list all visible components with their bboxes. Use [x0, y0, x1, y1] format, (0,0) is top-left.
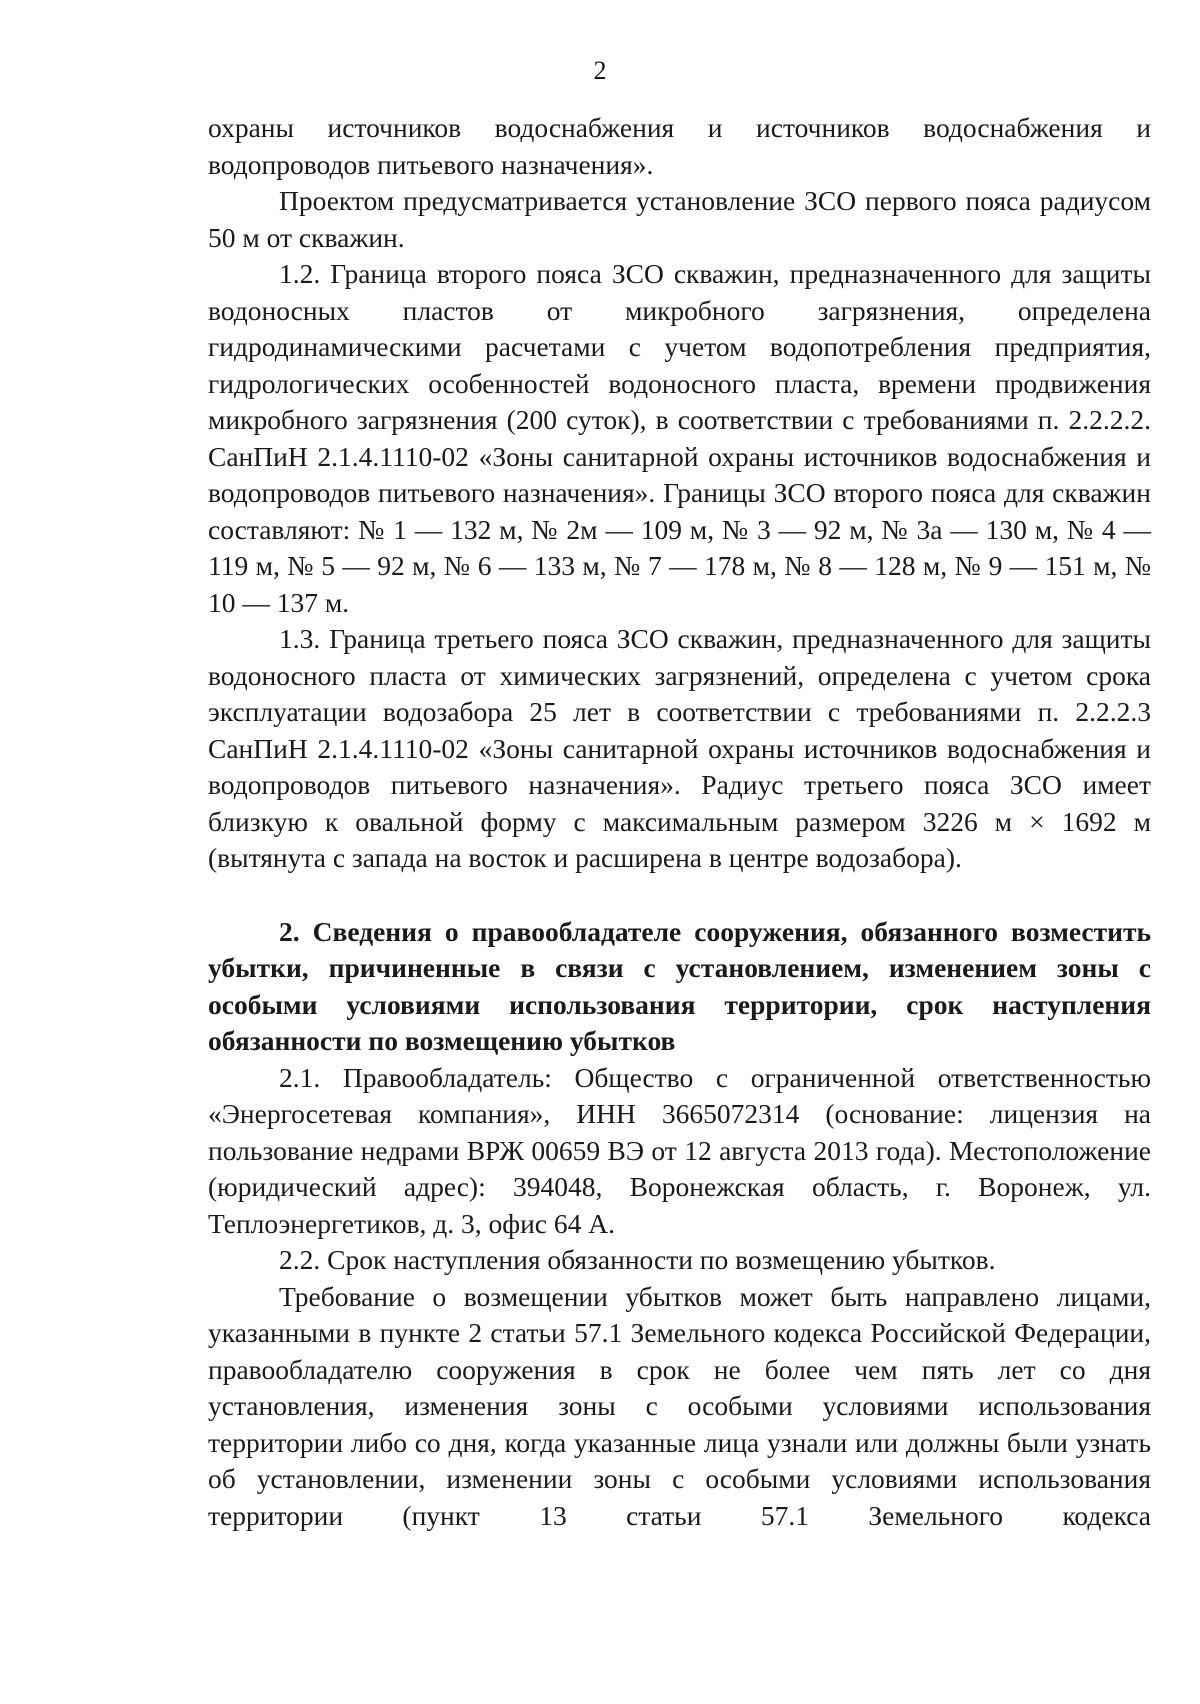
- paragraph-first-zone: Проектом предусматривается установление ЗСО первого пояса радиусом 50 м от скважин.: [208, 185, 1151, 253]
- paragraph-claim-terms: Требование о возмещении убытков может быть направлено лицами, указанными в пункте 2 статьи 57.1 Земельного кодекса Российской Федерации, правообладателю сооружения в срок не более чем пять лет со дня установления, изменения зоны с особыми условиями использования территории либо со дня, когда указанные лица узнали или должны были узнать об установлении, изменении зоны с особыми условиями использования территории (пункт 13 статьи 57.1 Земельного кодекса: [208, 1280, 1151, 1531]
- paragraph-second-zone: 1.2. Граница второго пояса ЗСО скважин, предназначенного для защиты водоносных пластов от микробного загрязнения, определена гидродинамическими расчетами с учетом водопотребления предприятия, гидрологических особенностей водоносного пласта, времени продвижения микробного загрязнения (200 суток), в соответствии с требованиями п. 2.2.2.2. СанПиН 2.1.4.1110-02 «Зоны санитарной охраны источников водоснабжения и водопроводов питьевого назначения». Границы ЗСО второго пояса для скважин составляют: № 1 — 132 м, № 2м — 109 м, № 3 — 92 м, № 3а — 130 м, № 4 — 119 м, № 5 — 92 м, № 6 — 133 м, № 7 — 178 м, № 8 — 128 м, № 9 — 151 м, № 10 — 137 м.: [208, 258, 1151, 618]
- document-body: [208, 110, 1151, 1534]
- page-number: 2: [593, 56, 607, 85]
- paragraph-deadline-title: 2.2. Срок наступления обязанности по возмещению убытков.: [279, 1244, 996, 1275]
- paragraph-continuation: охраны источников водоснабжения и источников водоснабжения и водопроводов питьевого назначения».: [208, 112, 1151, 180]
- paragraph-third-zone: 1.3. Граница третьего пояса ЗСО скважин, предназначенного для защиты водоносного пласта от химических загрязнений, определена с учетом срока эксплуатации водозабора 25 лет в соответствии с требованиями п. 2.2.2.3 СанПиН 2.1.4.1110-02 «Зоны санитарной охраны источников водоснабжения и водопроводов питьевого назначения». Радиус третьего пояса ЗСО имеет близкую к овальной форму с максимальным размером 3226 м × 1692 м (вытянута с запада на восток и расширена в центре водозабора).: [208, 623, 1151, 873]
- section-heading-2: 2. Сведения о правообладателе сооружения, обязанного возместить убытки, причиненные в связи с установлением, изменением зоны с особыми условиями использования территории, срок наступления обязанности по возмещению убытков: [208, 915, 1151, 1056]
- paragraph-rightholder: 2.1. Правообладатель: Общество с ограниченной ответственностью «Энергосетевая компания», ИНН 3665072314 (основание: лицензия на пользование недрами ВРЖ 00659 ВЭ от 12 августа 2013 года). Местоположение (юридический адрес): 394048, Воронежская область, г. Воронеж, ул. Теплоэнергетиков, д. 3, офис 64 А.: [208, 1061, 1151, 1239]
